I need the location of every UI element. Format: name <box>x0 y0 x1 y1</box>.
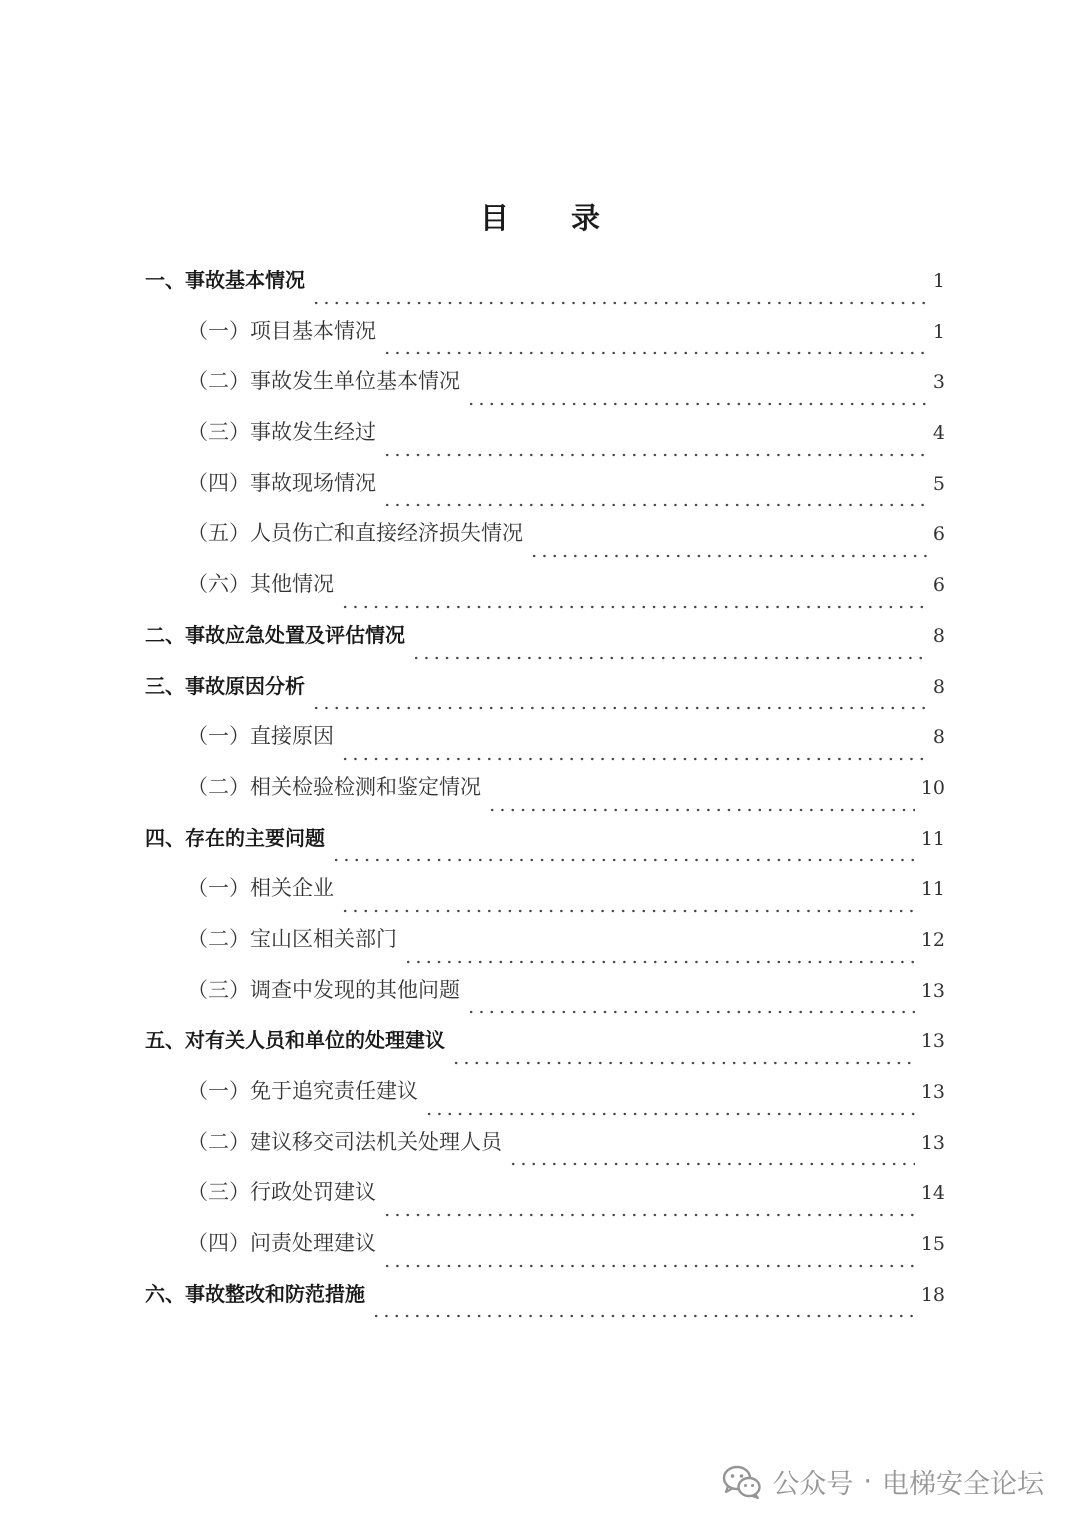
toc-entry-label: （三）行政处罚建议 <box>187 1180 376 1205</box>
toc-entry-page: 13 <box>920 1081 945 1103</box>
toc-leader-dots <box>331 842 915 862</box>
toc-entry-page: 11 <box>920 878 945 901</box>
toc-entry-page: 13 <box>920 1131 945 1154</box>
toc-entry-page: 18 <box>920 1283 945 1306</box>
toc-leader-dots <box>382 487 927 507</box>
toc-entry-page: 13 <box>920 979 945 1002</box>
toc-entry-label: （二）事故发生单位基本情况 <box>187 369 460 394</box>
toc-entry-page: 1 <box>932 270 945 292</box>
toc-entry[interactable] <box>145 363 945 414</box>
toc-entry-label: 四、存在的主要问题 <box>145 825 325 850</box>
toc-entry-label: 六、事故整改和防范措施 <box>145 1281 365 1306</box>
toc-entry-page: 13 <box>920 1030 945 1053</box>
toc-leader-dots <box>311 285 927 305</box>
toc-entry[interactable] <box>145 820 945 871</box>
toc-entry[interactable] <box>145 313 945 364</box>
toc-entry-page: 14 <box>920 1182 945 1205</box>
toc-entry-page: 4 <box>932 422 945 445</box>
watermark-source: 公众号 <box>772 1469 854 1500</box>
toc-title: 目 录 <box>479 201 627 235</box>
toc-entry-label: （四）问责处理建议 <box>187 1231 376 1256</box>
toc-entry-page: 11 <box>920 827 945 850</box>
toc-leader-dots <box>382 1197 915 1217</box>
toc-entry[interactable] <box>145 465 945 516</box>
toc-entry-page: 8 <box>932 726 945 749</box>
toc-leader-dots <box>529 538 927 558</box>
toc-entry[interactable] <box>145 668 945 719</box>
toc-leader-dots <box>382 335 927 355</box>
toc-entry-label: （一）项目基本情况 <box>187 318 376 343</box>
toc-leader-dots <box>424 1096 915 1116</box>
toc-entry-label: （一）免于追究责任建议 <box>187 1079 418 1103</box>
toc-entry-label: （二）相关检验检测和鉴定情况 <box>187 774 481 799</box>
toc-entry[interactable] <box>145 870 945 921</box>
toc-leader-dots <box>382 1248 915 1268</box>
toc-entry-label: （二）宝山区相关部门 <box>187 926 397 951</box>
toc-entry-label: （五）人员伤亡和直接经济损失情况 <box>187 521 523 546</box>
toc-entry[interactable] <box>145 414 945 465</box>
toc-entry-label: （一）直接原因 <box>187 724 334 749</box>
toc-entry[interactable] <box>145 1073 945 1124</box>
wechat-watermark <box>722 1462 1044 1501</box>
toc-entry[interactable] <box>145 1124 945 1175</box>
toc-leader-dots <box>411 640 927 660</box>
wechat-icon <box>722 1465 762 1499</box>
toc-entry[interactable] <box>145 972 945 1023</box>
toc-entry-label: 五、对有关人员和单位的处理建议 <box>145 1028 445 1053</box>
toc-entry-label: 二、事故应急处置及评估情况 <box>145 622 405 647</box>
toc-entry-label: （三）事故发生经过 <box>187 420 376 445</box>
toc-entry[interactable] <box>145 1022 945 1073</box>
toc-entry[interactable] <box>145 1225 945 1276</box>
toc-leader-dots <box>340 741 927 761</box>
watermark-account: 电梯安全论坛 <box>882 1469 1044 1500</box>
toc-entry-page: 5 <box>932 472 945 495</box>
toc-entry[interactable] <box>145 1174 945 1225</box>
toc-entry[interactable] <box>145 515 945 566</box>
toc-entry-page: 6 <box>932 523 945 546</box>
toc-entry-page: 15 <box>920 1233 945 1256</box>
toc-entry-page: 10 <box>920 776 945 799</box>
toc-entry-label: （三）调查中发现的其他问题 <box>187 977 460 1002</box>
toc-leader-dots <box>311 690 927 710</box>
toc-entry-label: 一、事故基本情况 <box>145 268 305 292</box>
toc-entry[interactable] <box>145 566 945 617</box>
toc-list <box>145 262 945 1326</box>
toc-entry-page: 3 <box>932 371 945 394</box>
toc-entry[interactable] <box>145 262 945 313</box>
toc-leader-dots <box>466 386 927 406</box>
toc-entry-label: 三、事故原因分析 <box>145 673 305 698</box>
toc-entry[interactable] <box>145 718 945 769</box>
toc-entry-page: 12 <box>920 928 945 951</box>
toc-entry[interactable] <box>145 617 945 668</box>
toc-entry-label: （四）事故现场情况 <box>187 470 376 495</box>
toc-entry-page: 8 <box>932 624 945 647</box>
toc-leader-dots <box>340 589 927 609</box>
toc-leader-dots <box>340 893 915 913</box>
toc-leader-dots <box>466 994 915 1014</box>
toc-entry-label: （二）建议移交司法机关处理人员 <box>187 1129 502 1154</box>
toc-entry-page: 6 <box>932 574 945 597</box>
watermark-separator: · <box>863 1466 872 1497</box>
toc-entry[interactable] <box>145 769 945 820</box>
toc-entry[interactable] <box>145 921 945 972</box>
toc-leader-dots <box>371 1298 915 1318</box>
toc-leader-dots <box>382 437 927 457</box>
toc-entry-page: 8 <box>932 675 945 698</box>
toc-entry-label: （一）相关企业 <box>187 876 334 901</box>
toc-entry-page: 1 <box>932 320 945 343</box>
toc-leader-dots <box>508 1146 915 1166</box>
toc-leader-dots <box>403 944 915 964</box>
toc-leader-dots <box>487 792 915 812</box>
toc-leader-dots <box>451 1045 915 1065</box>
toc-entry[interactable] <box>145 1276 945 1327</box>
toc-entry-label: （六）其他情况 <box>187 572 334 597</box>
